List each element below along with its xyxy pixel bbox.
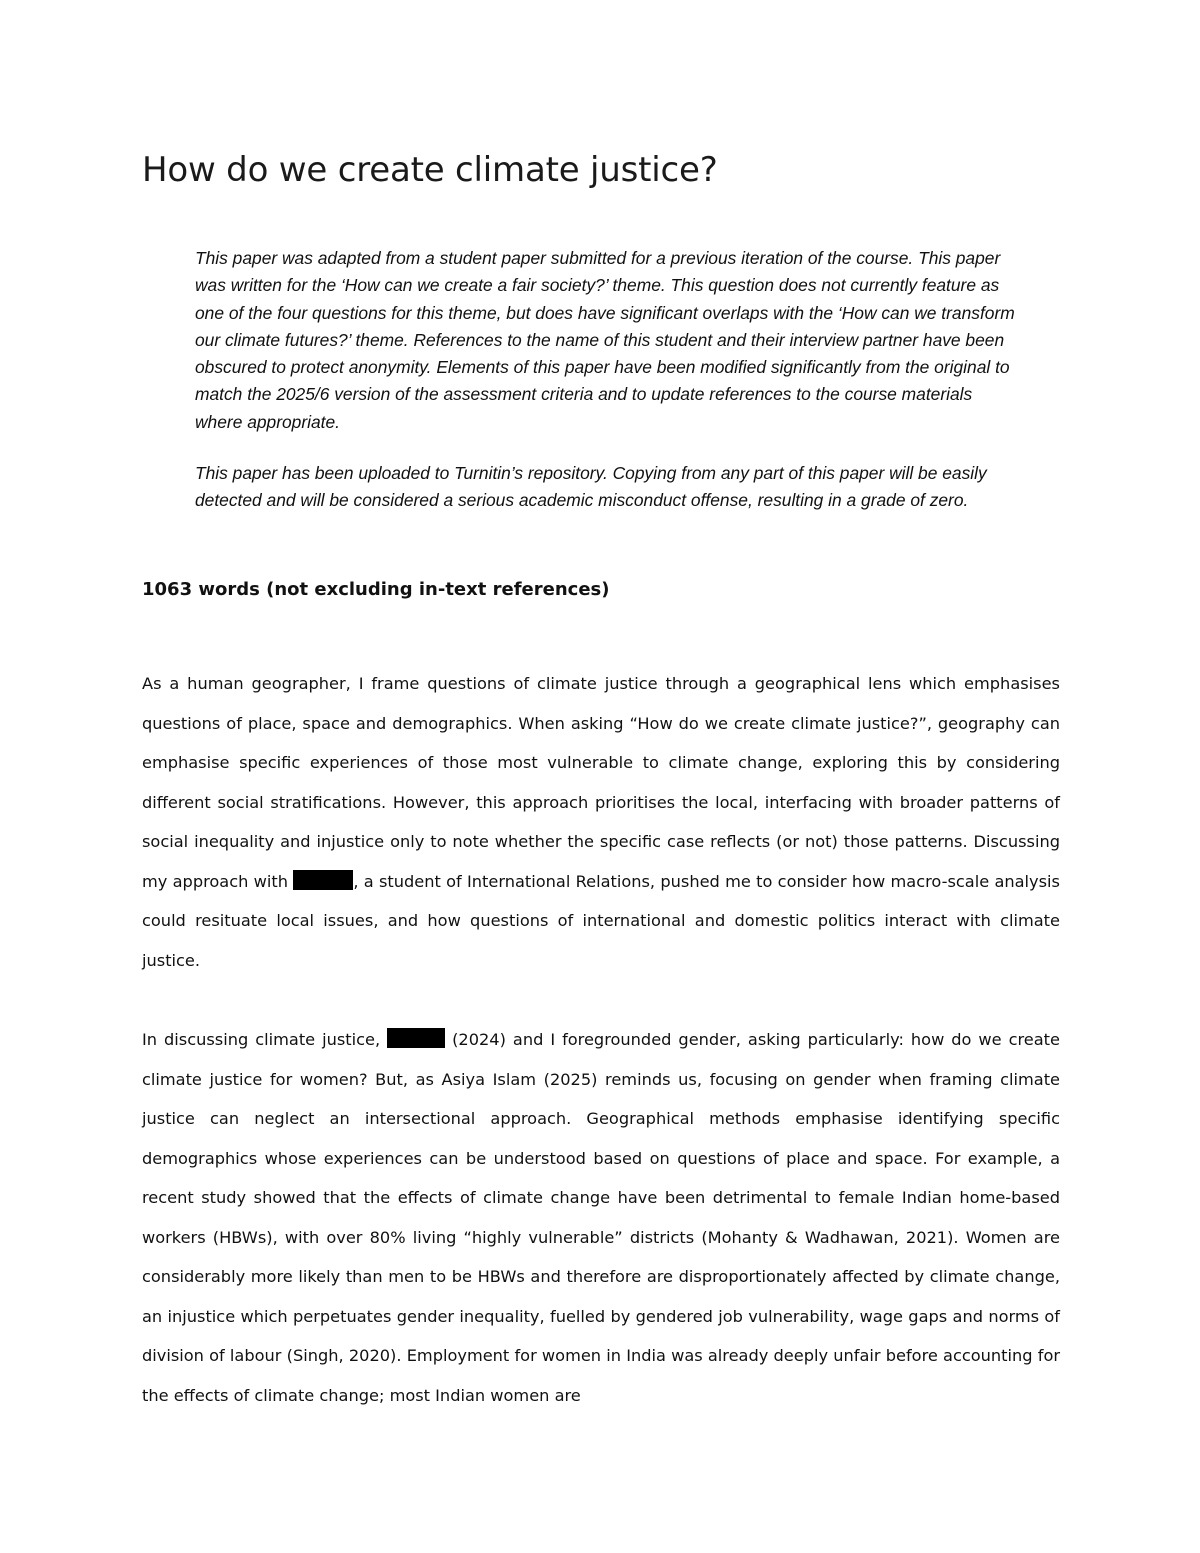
paragraph-2-text-end: (2024) and I foregrounded gender, asking particularly: how do we create climate justice for women? But, as Asiya Islam (2025) reminds us, focusing on gender when framing climate justice can neglect an intersectional approach. Geographical methods emphasise identifying specific demographics whose experiences can be understood based on questions of place and space. For example, a recent study showed that the effects of climate change have been detrimental to female Indian home-based workers (HBWs), with over 80% living “highly vulnerable” districts (Mohanty & Wadhawan, 2021). Women are considerably more likely than men to be HBWs and therefore are disproportionately affected by climate change, an injustice which perpetuates gender inequality, fuelled by gendered job vulnerability, wage gaps and norms of division of labour (Singh, 2020). Employment for women in India was already deeply unfair before accounting for the effects of climate change; most Indian women are xyxy=(142,1030,1060,1405)
document-title: How do we create climate justice? xyxy=(142,150,718,190)
body-paragraph-1 xyxy=(142,664,1060,980)
body-paragraph-2 xyxy=(142,1020,1060,1415)
paragraph-1-text-start: As a human geographer, I frame questions of climate justice through a geographical lens which emphasises questions of place, space and demographics. When asking “How do we create climate justice?”, geography can emphasise specific experiences of those most vulnerable to climate change, exploring this by considering different social stratifications. However, this approach prioritises the local, interfacing with broader patterns of social inequality and injustice only to note whether the specific case reflects (or not) those patterns. Discussing my approach with xyxy=(142,674,1060,891)
paragraph-2-text-start: In discussing climate justice, xyxy=(142,1030,388,1049)
note-paragraph-turnitin: This paper has been uploaded to Turnitin’s repository. Copying from any part of this paper will be easily detected and will be considered a serious academic misconduct offense, resulting in a grade of zero. xyxy=(195,463,987,511)
word-count-heading: 1063 words (not excluding in-text references) xyxy=(142,579,610,600)
redacted-name-block xyxy=(293,870,353,890)
paragraph-1-text-end: , a student of International Relations, pushed me to consider how macro-scale analysis could resituate local issues, and how questions of international and domestic politics interact with climate justice. xyxy=(142,871,1060,970)
note-paragraph-adaptation: This paper was adapted from a student paper submitted for a previous iteration of the course. This paper was written for the ‘How can we create a fair society?’ theme. This question does not currently feature as one of the four questions for this theme, but does have significant overlaps with the ‘How can we transform our climate futures?’ theme. References to the name of this student and their interview partner have been obscured to protect anonymity. Elements of this paper have been modified significantly from the original to match the 2025/6 version of the assessment criteria and to update references to the course materials where appropriate. xyxy=(195,248,1015,432)
redacted-name-block xyxy=(387,1028,445,1048)
